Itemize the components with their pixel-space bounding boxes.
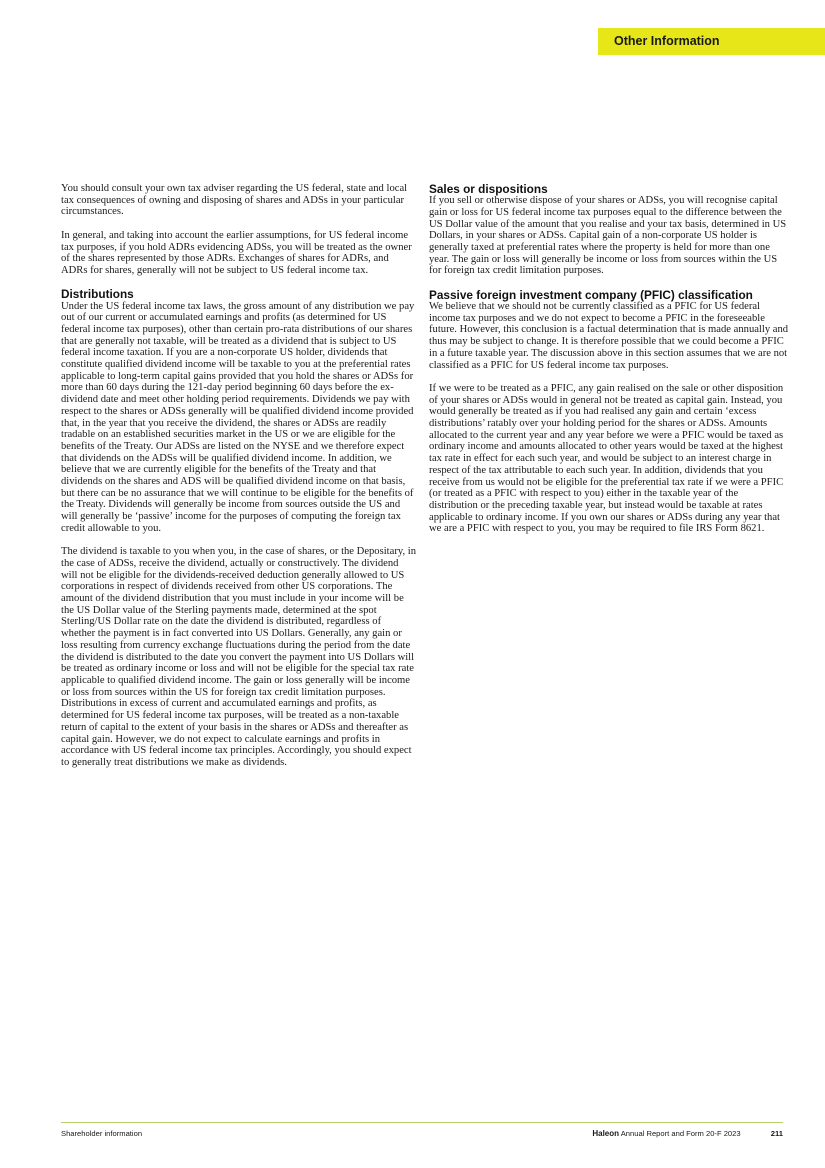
left-column [61,183,417,780]
page-number: 211 [770,1129,783,1138]
pfic-heading: Passive foreign investment company (PFIC) classification [429,287,753,302]
sales-paragraph: If you sell or otherwise dispose of your shares or ADSs, you will recognise capital gain or loss for US federal income tax purposes equal to the difference between the US Dollar value of the amount that you realise and your tax basis, determined in US Dollars, in your shares or ADSs. Capital gain of a non-corporate US holder is generally taxed at preferential rates where the property is held for more than one year. The gain or loss will generally be income or loss from sources within the US for foreign tax credit limitation purposes. [429,195,787,277]
sales-heading: Sales or dispositions [429,182,548,196]
right-column [429,183,789,547]
footer-section-label: Shareholder information [61,1129,143,1138]
pfic-paragraph-1: We believe that we should not be currently classified as a PFIC for US federal income tax purposes and we do not expect to become a PFIC in the foreseeable future. However, this conclusion is a factual determination that is made annually and thus may be subject to change. It is therefore possible that we could become a PFIC in a future taxable year. The discussion above in this section assumes that we are not classified as a PFIC for US federal income tax purposes. [429,301,789,371]
intro-paragraph-2: In general, and taking into account the earlier assumptions, for US federal income tax purposes, if you hold ADRs evidencing ADSs, you will be treated as the owner of the shares represented by those ADRs. Exchanges of shares for ADRs, and ADRs for shares, generally will not be subject to US federal income tax. [61,229,412,276]
intro-paragraph-1: You should consult your own tax adviser regarding the US federal, state and local tax consequences of owning and disposing of shares and ADSs in your particular circumstances. [61,183,408,218]
footer-report-title: Annual Report and Form 20-F 2023 [620,1129,741,1138]
distributions-paragraph-2: The dividend is taxable to you when you, in the case of shares, or the Depositary, in the case of ADSs, receive the dividend, actually or constructively. The dividend will not be eligible for the dividends-received deduction generally allowed to US corporations in respect of dividends received from other US corporations. The amount of the dividend distribution that you must include in your income will be the US Dollar value of the Sterling payments made, determined at the spot Sterling/US Dollar rate on the date the dividend is distributed, regardless of whether the payment is in fact converted into US Dollars. Generally, any gain or loss resulting from currency exchange fluctuations during the period from the date the dividend is distributed to the date you convert the payment into US Dollars will be treated as ordinary income or loss and will not be eligible for the special tax rate applicable to qualified dividend income. The gain or loss generally will be income or loss from sources within the US for foreign tax credit limitation purposes. Distributions in excess of current and accumulated earnings and profits, as determined for US federal income tax purposes, will be treated as a non-taxable return of capital to the extent of your basis in the shares or ADSs and thereafter as capital gain. However, we do not expect to calculate earnings and profits in accordance with US federal income tax principles. Accordingly, you should expect to generally treat distributions we make as dividends. [61,546,416,768]
pfic-paragraph-2: If we were to be treated as a PFIC, any gain realised on the sale or other disposition of your shares or ADSs would in general not be treated as capital gain. Instead, you would generally be treated as if you had realised any gain and certain ‘excess distributions’ ratably over your holding period for the shares or ADSs. Amounts allocated to the current year and any year before we were a PFIC would be taxed as ordinary income and amounts allocated to other years would be taxed at the highest tax rate in effect for each such year, and would be subject to an interest charge in respect of the tax attributable to each such year. In addition, dividends that you receive from us would not be eligible for the preferential tax rate if we were a PFIC (or treated as a PFIC with respect to you) either in the taxable year of the distribution or the preceding taxable year, but instead would be taxable at rates applicable to ordinary income. If you own our shares or ADSs during any year that we are a PFIC with respect to you, you may be required to file IRS Form 8621. [429,382,784,535]
footer-rule [61,1122,783,1123]
distributions-heading: Distributions [61,287,134,302]
footer-report-info [592,1128,783,1140]
footer-brand: Haleon [592,1129,620,1138]
section-tag: Other Information [598,28,825,55]
distributions-paragraph-1: Under the US federal income tax laws, the gross amount of any distribution we pay out of our current or accumulated earnings and profits (as determined for US federal income tax purposes), other than certain pro-rata distributions of our shares that are generally not taxable, will be treated as a dividend that is subject to US federal income taxation. If you are a non-corporate US holder, dividends that constitute qualified dividend income will be taxable to you at the preferential rates applicable to long-term capital gains provided that you hold the shares or ADSs for more than 60 days during the 121-day period beginning 60 days before the ex-dividend date and meet other holding period requirements. Dividends we pay with respect to the shares or ADSs generally will be qualified dividend income provided that, in the year that you receive the dividend, the shares or ADSs are readily tradable on an established securities market in the US or we are eligible for the benefits of the Treaty. Our ADSs are listed on the NYSE and we therefore expect that dividends on the ADSs will be qualified dividend income. In addition, we believe that we are currently eligible for the benefits of the Treaty and that dividends on the shares and ADS will be qualified dividend income on that basis, but there can be no assurance that we will continue to be eligible for the benefits of the Treaty. Dividends will generally be income from sources outside the US and will generally be ‘passive’ income for the purposes of computing the foreign tax credit allowable to you. [61,300,415,534]
